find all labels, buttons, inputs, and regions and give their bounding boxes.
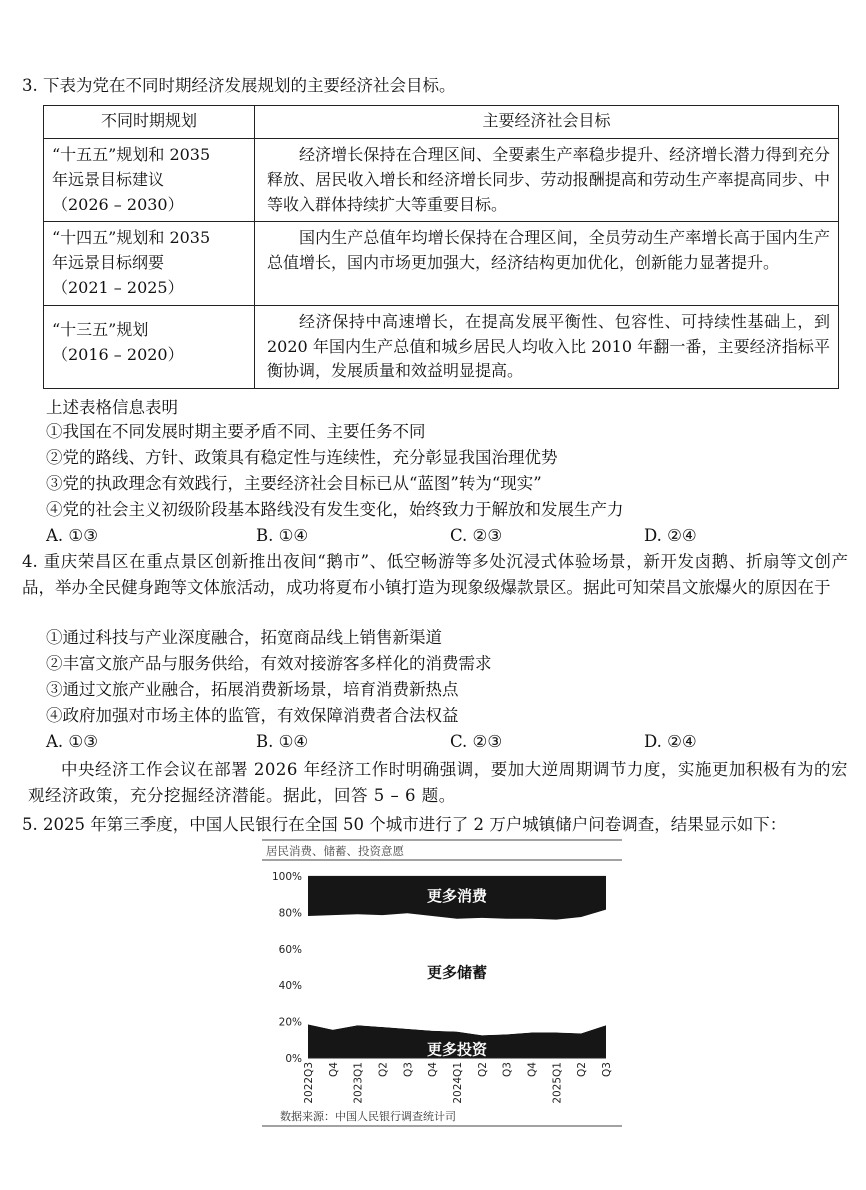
period-cell	[44, 305, 255, 388]
question-4-options	[46, 730, 846, 754]
y-tick-label: 80%	[278, 907, 302, 920]
question-4-stem: 4. 重庆荣昌区在重点景区创新推出夜间“鹅市”、低空畅游等多处沉浸式体验场景，新开发卤鹅、折扇等文创产品，举办全民健身跑等文体旅活动，成功将夏布小镇打造为现象级爆款景区。据此可知荣昌文旅爆火的原因在于	[22, 552, 848, 598]
table-row	[44, 139, 839, 222]
x-tick-label: Q4	[526, 1062, 539, 1077]
period-line: “十四五”规划和 2035	[52, 228, 211, 248]
x-tick-label: Q4	[327, 1062, 340, 1077]
table-header: 主要经济社会目标	[255, 106, 839, 139]
x-tick-label: Q3	[402, 1062, 415, 1077]
period-line: （2021 – 2025）	[52, 277, 184, 297]
question-3-options	[46, 524, 846, 548]
group-intro: 中央经济工作会议在部署 2026 年经济工作时明确强调，要加大逆周期调节力度，实施更加积极有为的宏观经济政策，充分挖掘经济潜能。据此，回答 5 – 6 题。	[28, 760, 848, 806]
question-3-title: 3. 下表为党在不同时期经济发展规划的主要经济社会目标。	[22, 76, 456, 95]
period-line: 年远景目标纲要	[52, 253, 165, 273]
goal-cell: 经济保持中高速增长，在提高发展平衡性、包容性、可持续性基础上，到 2020 年国内生产总值和城乡居民人均收入比 2010 年翻一番，主要经济指标平衡协调，发展质量和效益明显提高。	[255, 305, 839, 388]
option-c[interactable]: C. ②③	[450, 526, 503, 545]
savings-label: 更多储蓄	[426, 963, 488, 982]
table-header: 不同时期规划	[44, 106, 255, 139]
x-tick-label: Q3	[601, 1062, 613, 1077]
option-b[interactable]: B. ①④	[256, 526, 309, 545]
period-cell	[44, 139, 255, 222]
consumption-label: 更多消费	[426, 887, 488, 906]
period-line: “十五五”规划和 2035	[52, 145, 211, 164]
option-a[interactable]: A. ①③	[46, 526, 98, 545]
y-tick-label: 20%	[278, 1016, 302, 1029]
y-tick-label: 60%	[278, 943, 302, 956]
statement: ③通过文旅产业融合，拓展消费新场景，培育消费新热点	[46, 680, 459, 699]
x-tick-label: 2022Q3	[303, 1062, 315, 1104]
option-b[interactable]: B. ①④	[256, 732, 309, 751]
goal-cell: 经济增长保持在合理区间、全要素生产率稳步提升、经济增长潜力得到充分释放、居民收入增长和经济增长同步、劳动报酬提高和劳动生产率提高同步、中等收入群体持续扩大等重要目标。	[255, 139, 839, 222]
statement: ①通过科技与产业深度融合，拓宽商品线上销售新渠道	[46, 628, 442, 647]
x-tick-label: Q2	[576, 1062, 589, 1077]
period-line: 年远景目标建议	[52, 169, 165, 189]
question-3-stem: 上述表格信息表明	[46, 398, 178, 417]
chart-title: 居民消费、储蓄、投资意愿	[266, 844, 404, 858]
statement: ④政府加强对市场主体的监管，有效保障消费者合法权益	[46, 706, 459, 725]
option-d[interactable]: D. ②④	[644, 526, 697, 545]
y-tick-label: 0%	[285, 1053, 302, 1065]
option-a[interactable]: A. ①③	[46, 732, 98, 751]
statement: ②党的路线、方针、政策具有稳定性与连续性，充分彰显我国治理优势	[46, 448, 558, 467]
period-cell	[44, 222, 255, 305]
statement: ①我国在不同发展时期主要矛盾不同、主要任务不同	[46, 422, 426, 441]
table-header-row	[44, 106, 839, 139]
x-tick-label: 2023Q1	[352, 1062, 365, 1104]
statement: ③党的执政理念有效践行，主要经济社会目标已从“蓝图”转为“现实”	[46, 474, 542, 493]
table-row	[44, 305, 839, 388]
statement: ④党的社会主义初级阶段基本路线没有发生变化，始终致力于解放和发展生产力	[46, 500, 624, 519]
statement: ②丰富文旅产品与服务供给，有效对接游客多样化的消费需求	[46, 654, 492, 673]
y-tick-label: 40%	[278, 980, 302, 993]
chart-source: 数据来源：中国人民银行调查统计司	[280, 1110, 456, 1123]
period-line: “十三五”规划	[52, 319, 149, 339]
period-line: （2026 – 2030）	[52, 194, 184, 214]
period-line: （2016 – 2020）	[52, 344, 184, 364]
x-tick-label: Q4	[427, 1062, 440, 1077]
x-tick-label: 2025Q1	[551, 1062, 564, 1104]
question-5-stem: 5. 2025 年第三季度，中国人民银行在全国 50 个城市进行了 2 万户城镇储户问卷调查，结果显示如下：	[22, 815, 787, 834]
willingness-chart	[262, 838, 622, 1130]
goal-cell: 国内生产总值年均增长保持在合理区间，全员劳动生产率增长高于国内生产总值增长，国内市场更加强大，经济结构更加优化，创新能力显著提升。	[255, 222, 839, 305]
table-row	[44, 222, 839, 305]
plans-table	[43, 105, 839, 389]
y-tick-label: 100%	[271, 871, 302, 883]
option-d[interactable]: D. ②④	[644, 732, 697, 751]
investment-label: 更多投资	[426, 1040, 488, 1059]
x-tick-label: Q3	[501, 1062, 514, 1077]
option-c[interactable]: C. ②③	[450, 732, 503, 751]
chart-svg	[262, 838, 622, 1130]
x-tick-label: 2024Q1	[452, 1062, 464, 1104]
x-tick-label: Q2	[476, 1062, 489, 1077]
x-tick-label: Q2	[377, 1062, 390, 1077]
